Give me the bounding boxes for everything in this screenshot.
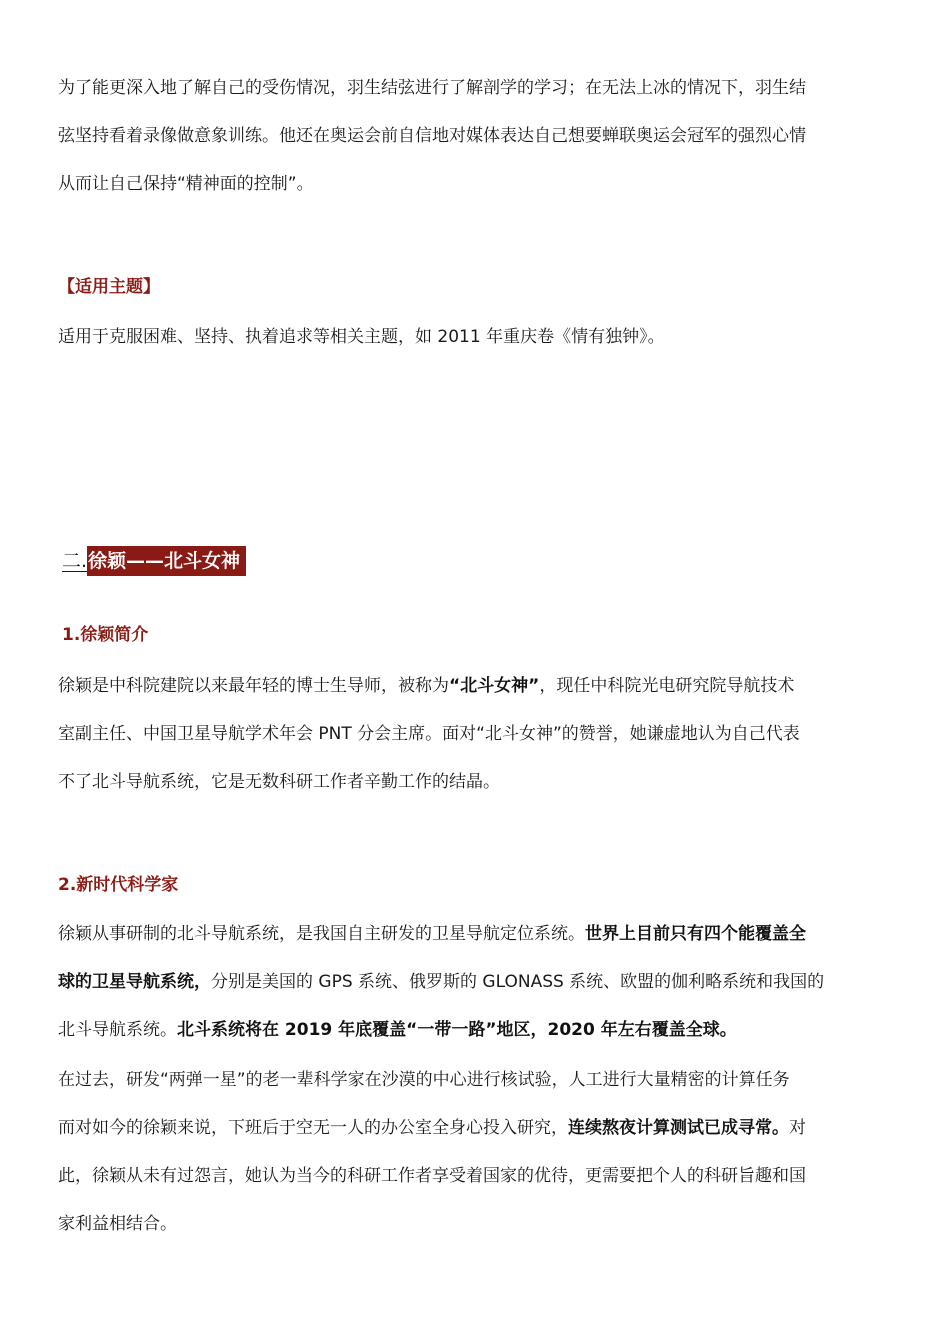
sub2-p1-line-1-pre: 徐颖从事研制的北斗导航系统，是我国自主研发的卫星导航定位系统。 bbox=[58, 924, 585, 944]
sub2-p2-line-2-pre: 而对如今的徐颖来说，下班后于空无一人的办公室全身心投入研究， bbox=[58, 1118, 568, 1138]
sub2-p1-line-2-post: 分别是美国的 GPS 系统、俄罗斯的 GLONASS 系统、欧盟的伽利略系统和我国的 bbox=[211, 972, 825, 992]
sub2-p1-line-1-bold: 世界上目前只有四个能覆盖全 bbox=[585, 924, 806, 944]
sub2-p2-line-4: 家利益相结合。 bbox=[58, 1214, 177, 1234]
applicable-text: 适用于克服困难、坚持、执着追求等相关主题，如 2011 年重庆卷《情有独钟》。 bbox=[58, 327, 665, 347]
sub1-line-1-post: ，现任中科院光电研究院导航技术 bbox=[539, 676, 795, 696]
sub2-p1-line-2 bbox=[58, 958, 892, 1006]
sub2-heading: 2.新时代科学家 bbox=[58, 875, 179, 895]
sub1-line-1-bold: “北斗女神” bbox=[449, 676, 540, 696]
intro-paragraph bbox=[58, 64, 892, 208]
sub2-p2-line-2-bold: 连续熬夜计算测试已成寻常。 bbox=[568, 1118, 789, 1138]
sub1-paragraph bbox=[58, 662, 892, 806]
sub1-line-2: 室副主任、中国卫星导航学术年会 PNT 分会主席。面对“北斗女神”的赞誉，她谦虚地认为自己代表 bbox=[58, 724, 800, 744]
sub2-p1-line-3-pre: 北斗导航系统。 bbox=[58, 1020, 177, 1040]
sub2-p2-line-2-post: 对 bbox=[789, 1118, 806, 1138]
section-title-box: 徐颖——北斗女神 bbox=[87, 546, 246, 576]
sub1-line-1 bbox=[58, 662, 892, 710]
sub2-p1-line-1 bbox=[58, 910, 892, 958]
sub2-p1-line-3-bold: 北斗系统将在 2019 年底覆盖“一带一路”地区，2020 年左右覆盖全球。 bbox=[177, 1020, 737, 1040]
sub2-p1-line-2-bold: 球的卫星导航系统， bbox=[58, 972, 211, 992]
sub2-p2-line-2 bbox=[58, 1104, 892, 1152]
sub2-p1-line-3 bbox=[58, 1006, 892, 1054]
sub2-p2-line-1: 在过去，研发“两弹一星”的老一辈科学家在沙漠的中心进行核试验，人工进行大量精密的计算任务 bbox=[58, 1070, 790, 1090]
section-title bbox=[62, 545, 246, 577]
sub1-line-1-pre: 徐颖是中科院建院以来最年轻的博士生导师，被称为 bbox=[58, 676, 449, 696]
sub1-heading: 1.徐颖简介 bbox=[62, 625, 149, 645]
section-number: 二. bbox=[62, 550, 88, 572]
sub2-paragraph-1 bbox=[58, 910, 892, 1054]
intro-line-3: 从而让自己保持“精神面的控制”。 bbox=[58, 174, 314, 194]
intro-line-1: 为了能更深入地了解自己的受伤情况，羽生结弦进行了解剖学的学习；在无法上冰的情况下，羽生结 bbox=[58, 78, 806, 98]
sub2-p2-line-3: 此，徐颖从未有过怨言，她认为当今的科研工作者享受着国家的优待，更需要把个人的科研旨趣和国 bbox=[58, 1166, 806, 1186]
applicable-heading: 【适用主题】 bbox=[58, 277, 160, 297]
sub2-paragraph-2 bbox=[58, 1056, 892, 1248]
sub1-line-3: 不了北斗导航系统，它是无数科研工作者辛勤工作的结晶。 bbox=[58, 772, 500, 792]
intro-line-2: 弦坚持看着录像做意象训练。他还在奥运会前自信地对媒体表达自己想要蝉联奥运会冠军的强烈心情 bbox=[58, 126, 806, 146]
